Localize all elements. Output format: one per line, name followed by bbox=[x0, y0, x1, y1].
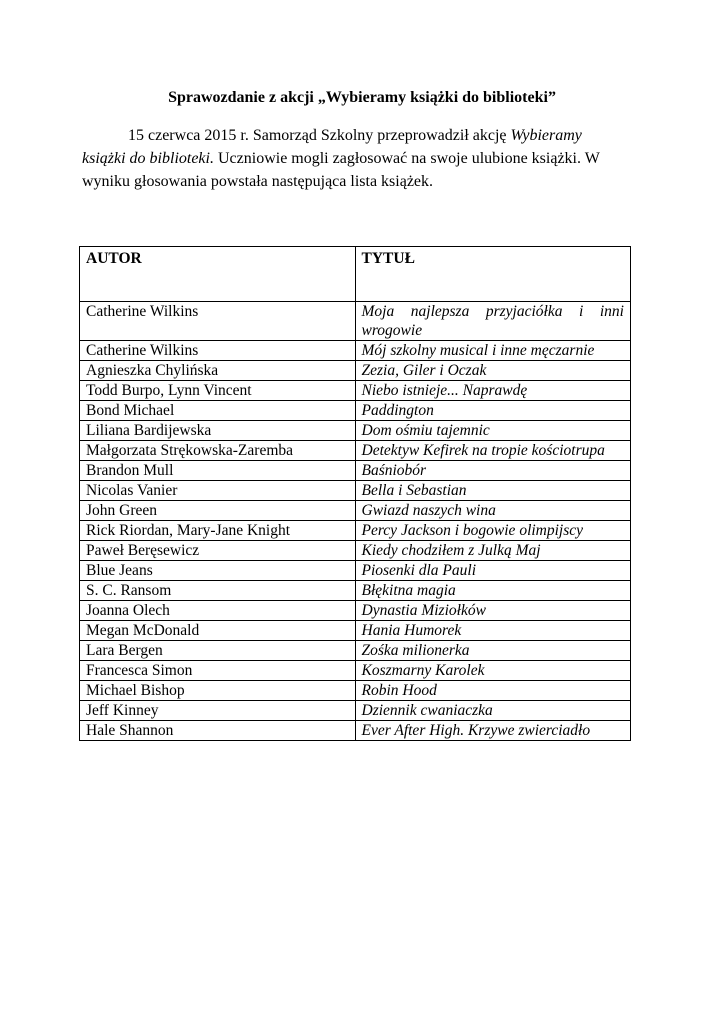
author-cell: Joanna Olech bbox=[80, 601, 356, 621]
table-row bbox=[80, 401, 631, 421]
table-row bbox=[80, 541, 631, 561]
document-heading: Sprawozdanie z akcji „Wybieramy książki do biblioteki” bbox=[168, 89, 556, 106]
author-cell: Michael Bishop bbox=[80, 681, 356, 701]
author-cell: Blue Jeans bbox=[80, 561, 356, 581]
author-cell: S. C. Ransom bbox=[80, 581, 356, 601]
author-cell: John Green bbox=[80, 501, 356, 521]
table-header-row bbox=[80, 247, 631, 302]
title-cell: Moja najlepsza przyjaciółka i inni wrogowie bbox=[355, 302, 631, 341]
table-row bbox=[80, 501, 631, 521]
table-row bbox=[80, 561, 631, 581]
author-cell: Bond Michael bbox=[80, 401, 356, 421]
title-cell: Paddington bbox=[355, 401, 631, 421]
title-cell: Zośka milionerka bbox=[355, 641, 631, 661]
intro-text-part2: Uczniowie mogli zagłosować na swoje ulubione książki. W wyniku głosowania powstała następująca lista książek. bbox=[82, 150, 600, 190]
title-cell: Mój szkolny musical i inne męczarnie bbox=[355, 341, 631, 361]
title-cell: Błękitna magia bbox=[355, 581, 631, 601]
title-cell: Ever After High. Krzywe zwierciadło bbox=[355, 721, 631, 741]
title-cell: Robin Hood bbox=[355, 681, 631, 701]
author-cell: Catherine Wilkins bbox=[80, 302, 356, 341]
table-row bbox=[80, 641, 631, 661]
author-cell: Nicolas Vanier bbox=[80, 481, 356, 501]
title-cell: Dom ośmiu tajemnic bbox=[355, 421, 631, 441]
author-cell: Francesca Simon bbox=[80, 661, 356, 681]
title-cell: Piosenki dla Pauli bbox=[355, 561, 631, 581]
table-row bbox=[80, 681, 631, 701]
title-cell: Koszmarny Karolek bbox=[355, 661, 631, 681]
title-cell: Hania Humorek bbox=[355, 621, 631, 641]
table-row bbox=[80, 441, 631, 461]
intro-paragraph bbox=[82, 124, 629, 193]
table-row bbox=[80, 302, 631, 341]
table-row bbox=[80, 581, 631, 601]
author-cell: Jeff Kinney bbox=[80, 701, 356, 721]
table-row bbox=[80, 701, 631, 721]
table-row bbox=[80, 621, 631, 641]
table-row bbox=[80, 461, 631, 481]
table-row bbox=[80, 521, 631, 541]
author-cell: Catherine Wilkins bbox=[80, 341, 356, 361]
table-row bbox=[80, 721, 631, 741]
intro-text-part1: 15 czerwca 2015 r. Samorząd Szkolny przeprowadził akcję bbox=[128, 127, 511, 144]
intro-text-emphasis: Wybieramy książki do biblioteki. bbox=[82, 127, 582, 167]
title-cell: Kiedy chodziłem z Julką Maj bbox=[355, 541, 631, 561]
title-cell: Bella i Sebastian bbox=[355, 481, 631, 501]
table-row bbox=[80, 341, 631, 361]
table-row bbox=[80, 661, 631, 681]
author-cell: Hale Shannon bbox=[80, 721, 356, 741]
table-row bbox=[80, 481, 631, 501]
table-body bbox=[80, 302, 631, 741]
title-cell: Gwiazd naszych wina bbox=[355, 501, 631, 521]
title-cell: Dziennik cwaniaczka bbox=[355, 701, 631, 721]
header-author: AUTOR bbox=[80, 247, 356, 302]
table-row bbox=[80, 381, 631, 401]
author-cell: Megan McDonald bbox=[80, 621, 356, 641]
table-row bbox=[80, 601, 631, 621]
author-cell: Agnieszka Chylińska bbox=[80, 361, 356, 381]
author-cell: Rick Riordan, Mary-Jane Knight bbox=[80, 521, 356, 541]
title-cell: Detektyw Kefirek na tropie kościotrupa bbox=[355, 441, 631, 461]
title-cell: Percy Jackson i bogowie olimpijscy bbox=[355, 521, 631, 541]
author-cell: Paweł Beręsewicz bbox=[80, 541, 356, 561]
author-cell: Lara Bergen bbox=[80, 641, 356, 661]
author-cell: Todd Burpo, Lynn Vincent bbox=[80, 381, 356, 401]
title-cell: Baśniobór bbox=[355, 461, 631, 481]
title-cell: Dynastia Miziołków bbox=[355, 601, 631, 621]
author-cell: Liliana Bardijewska bbox=[80, 421, 356, 441]
header-title: TYTUŁ bbox=[355, 247, 631, 302]
table-row bbox=[80, 421, 631, 441]
title-cell: Zezia, Giler i Oczak bbox=[355, 361, 631, 381]
author-cell: Małgorzata Strękowska-Zaremba bbox=[80, 441, 356, 461]
table-row bbox=[80, 361, 631, 381]
books-table bbox=[79, 246, 631, 741]
title-cell: Niebo istnieje... Naprawdę bbox=[355, 381, 631, 401]
author-cell: Brandon Mull bbox=[80, 461, 356, 481]
